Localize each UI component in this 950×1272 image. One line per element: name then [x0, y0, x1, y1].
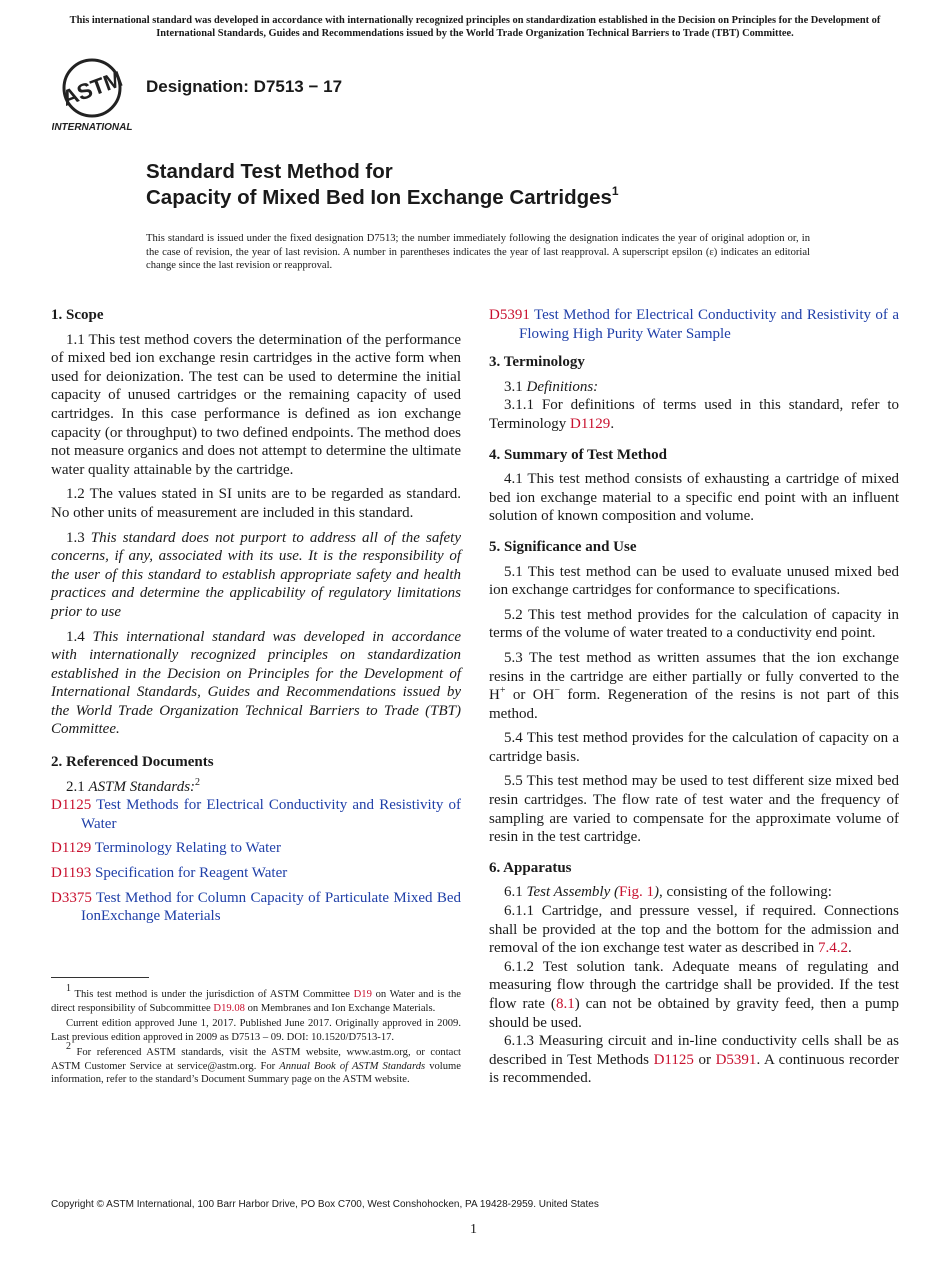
- para-5-4: 5.4 This test method provides for the calculation of capacity on a cartridge basis.: [489, 730, 899, 765]
- section-heading-referenced-documents: 2. Referenced Documents: [51, 754, 214, 771]
- ref-item-d1129[interactable]: D1129 Terminology Relating to Water: [51, 840, 281, 857]
- para-1-1: 1.1 This test method covers the determination of the performance of mixed bed ion exchange resin cartridges in the active form when used for deionization. The test can be used to determine the initial capacity of unused cartridges or the remaining capacity of used cartridges. In this case performance is defined as ion exchange capacity (or throughput) to two defined endpoints. The method does not measure organics and does not attempt to determine the ultimate water quality attainable by the cartridge.: [51, 331, 461, 478]
- para-1-4: 1.4 This international standard was developed in accordance with internationally recognized principles on standardization established in the Decision on Principles for the Development of International Standards, Guides and Recommendations issued by the World Trade Organization Technical Barriers to Trade (TBT) Committee.: [51, 628, 462, 738]
- astm-logo-icon: [52, 56, 136, 134]
- para-3-1: 3.1 Definitions:: [504, 378, 599, 395]
- footnote-1-edition: Current edition approved June 1, 2017. Published June 2017. Originally approved in 2009. Last previous edition approved in 2009 as D7513 – 09. DOI: 10.1520/D7513-17.: [51, 1018, 461, 1043]
- para-6-1: 6.1 Test Assembly (Fig. 1), consisting of the following:: [504, 884, 832, 901]
- issuance-note: This standard is issued under the fixed designation D7513; the number immediately following the designation indicates the year of original adoption or, in the case of revision, the year of last revision. A number in parentheses indicates the year of last reapproval. A superscript epsilon (ε) indicates an editorial change since the last revision or reapproval.: [146, 233, 810, 272]
- para-1-2: 1.2 The values stated in SI units are to be regarded as standard. No other units of measurement are included in this standard.: [51, 486, 461, 521]
- left-column: [51, 306, 461, 932]
- section-heading-significance: 5. Significance and Use: [489, 538, 637, 555]
- link-d19[interactable]: D19: [353, 989, 372, 1000]
- link-8-1[interactable]: 8.1: [555, 996, 575, 1012]
- para-6-1-1: 6.1.1 Cartridge, and pressure vessel, if required. Connections shall be provided at the top and the bottom for the admission and removal of the ion exchange test water as described in 7.4.2.: [489, 903, 899, 957]
- ref-item-d1193[interactable]: D1193 Specification for Reagent Water: [51, 865, 288, 882]
- title-footnote-mark[interactable]: 1: [611, 184, 619, 198]
- footnote-2: $^2$ For referenced ASTM standards, visit the ASTM website, www.astm.org, or contact ASTM Customer Service at service@astm.org. For Annual Book of ASTM Standards volume information, refer to the standard’s Document Summary page on the ASTM website.: [51, 1041, 461, 1085]
- title-line-1: Standard Test Method for: [146, 160, 393, 183]
- para-6-1-2: 6.1.2 Test solution tank. Adequate means of regulating and measuring flow through the cartridge shall be provided. If the test flow rate (8.1) can not be obtained by gravity feed, then a pump should be used.: [489, 958, 899, 1031]
- title-line-2: Capacity of Mixed Bed Ion Exchange Cartridges$^1$: [146, 184, 619, 209]
- link-d1129[interactable]: D1129: [570, 415, 611, 432]
- link-d1125[interactable]: D1125: [653, 1051, 694, 1068]
- para-5-5: 5.5 This test method may be used to test different size mixed bed resin cartridges. The flow rate of test water and the frequency of sampling are varied to compensate for the approximate volume of resin in the test cartridge.: [489, 773, 899, 846]
- para-5-1: 5.1 This test method can be used to evaluate unused mixed bed ion exchange cartridges for conformance to specifications.: [489, 563, 899, 599]
- svg-text:ASTM: ASTM: [58, 66, 126, 111]
- section-heading-apparatus: 6. Apparatus: [489, 859, 572, 876]
- link-fig-1[interactable]: Fig. 1: [619, 884, 655, 901]
- para-6-1-3: 6.1.3 Measuring circuit and in-line conductivity cells shall be as described in Test Methods D1125 or D5391. A continuous recorder is recommended.: [489, 1033, 899, 1087]
- para-1-3: 1.3 This standard does not purport to address all of the safety concerns, if any, associated with its use. It is the responsibility of the user of this standard to establish appropriate safety and health practices and determine the applicability of regulatory limitations prior to use: [51, 529, 461, 620]
- para-5-2: 5.2 This test method provides for the calculation of capacity in terms of the volume of water treated to a conductivity end point.: [489, 606, 899, 642]
- ref-item-d5391[interactable]: D5391 Test Method for Electrical Conductivity and Resistivity of a Flowing High Purity Water Sample: [489, 307, 899, 342]
- svg-text:INTERNATIONAL: INTERNATIONAL: [52, 122, 133, 133]
- section-heading-terminology: 3. Terminology: [489, 354, 585, 371]
- para-4-1: 4.1 This test method consists of exhausting a cartridge of mixed bed ion exchange material to a specific end point with an influent solution of known composition and volume.: [489, 471, 899, 525]
- ref-item-d1125[interactable]: D1125 Test Methods for Electrical Conductivity and Resistivity of Water: [51, 797, 461, 832]
- footnote-1: $^1$ This test method is under the jurisdiction of ASTM Committee D19 on Water and is the direct responsibility of Subcommittee D19.08 on Membranes and Ion Exchange Materials.: [51, 983, 461, 1014]
- document-title: [146, 159, 619, 211]
- link-d5391[interactable]: D5391: [715, 1051, 757, 1068]
- footnotes: [51, 983, 461, 1089]
- link-d19-08[interactable]: D19.08: [213, 1002, 245, 1014]
- ref-item-d3375[interactable]: D3375 Test Method for Column Capacity of Particulate Mixed Bed IonExchange Materials: [51, 889, 462, 925]
- para-5-3: 5.3 The test method as written assumes that the ion exchange resins in the cartridge are either partially or fully converted to the H+ or OH− form. Regeneration of the resins is not part of this method.: [489, 649, 899, 722]
- designation: Designation: D7513 − 17: [146, 77, 343, 96]
- section-heading-scope: 1. Scope: [51, 307, 104, 323]
- footnote-rule: [51, 977, 149, 978]
- tbt-banner: This international standard was developed in accordance with internationally recognized principles on standardization established in the Decision on Principles for the Development of International Standards, Guides and Recommendations issued by the World Trade Organization Technical Barriers to Trade (TBT) Committee.: [69, 15, 881, 39]
- para-3-1-1: 3.1.1 For definitions of terms used in this standard, refer to Terminology D1129.: [489, 397, 899, 432]
- para-2-1: 2.1 ASTM Standards:$^2$: [66, 776, 201, 795]
- right-column: [489, 306, 899, 1094]
- page-number: 1: [470, 1222, 477, 1237]
- copyright-notice: Copyright © ASTM International, 100 Barr Harbor Drive, PO Box C700, West Conshohocken, PA 19428-2959. United States: [51, 1199, 599, 1210]
- section-heading-summary: 4. Summary of Test Method: [489, 446, 667, 463]
- link-7-4-2[interactable]: 7.4.2: [818, 940, 849, 957]
